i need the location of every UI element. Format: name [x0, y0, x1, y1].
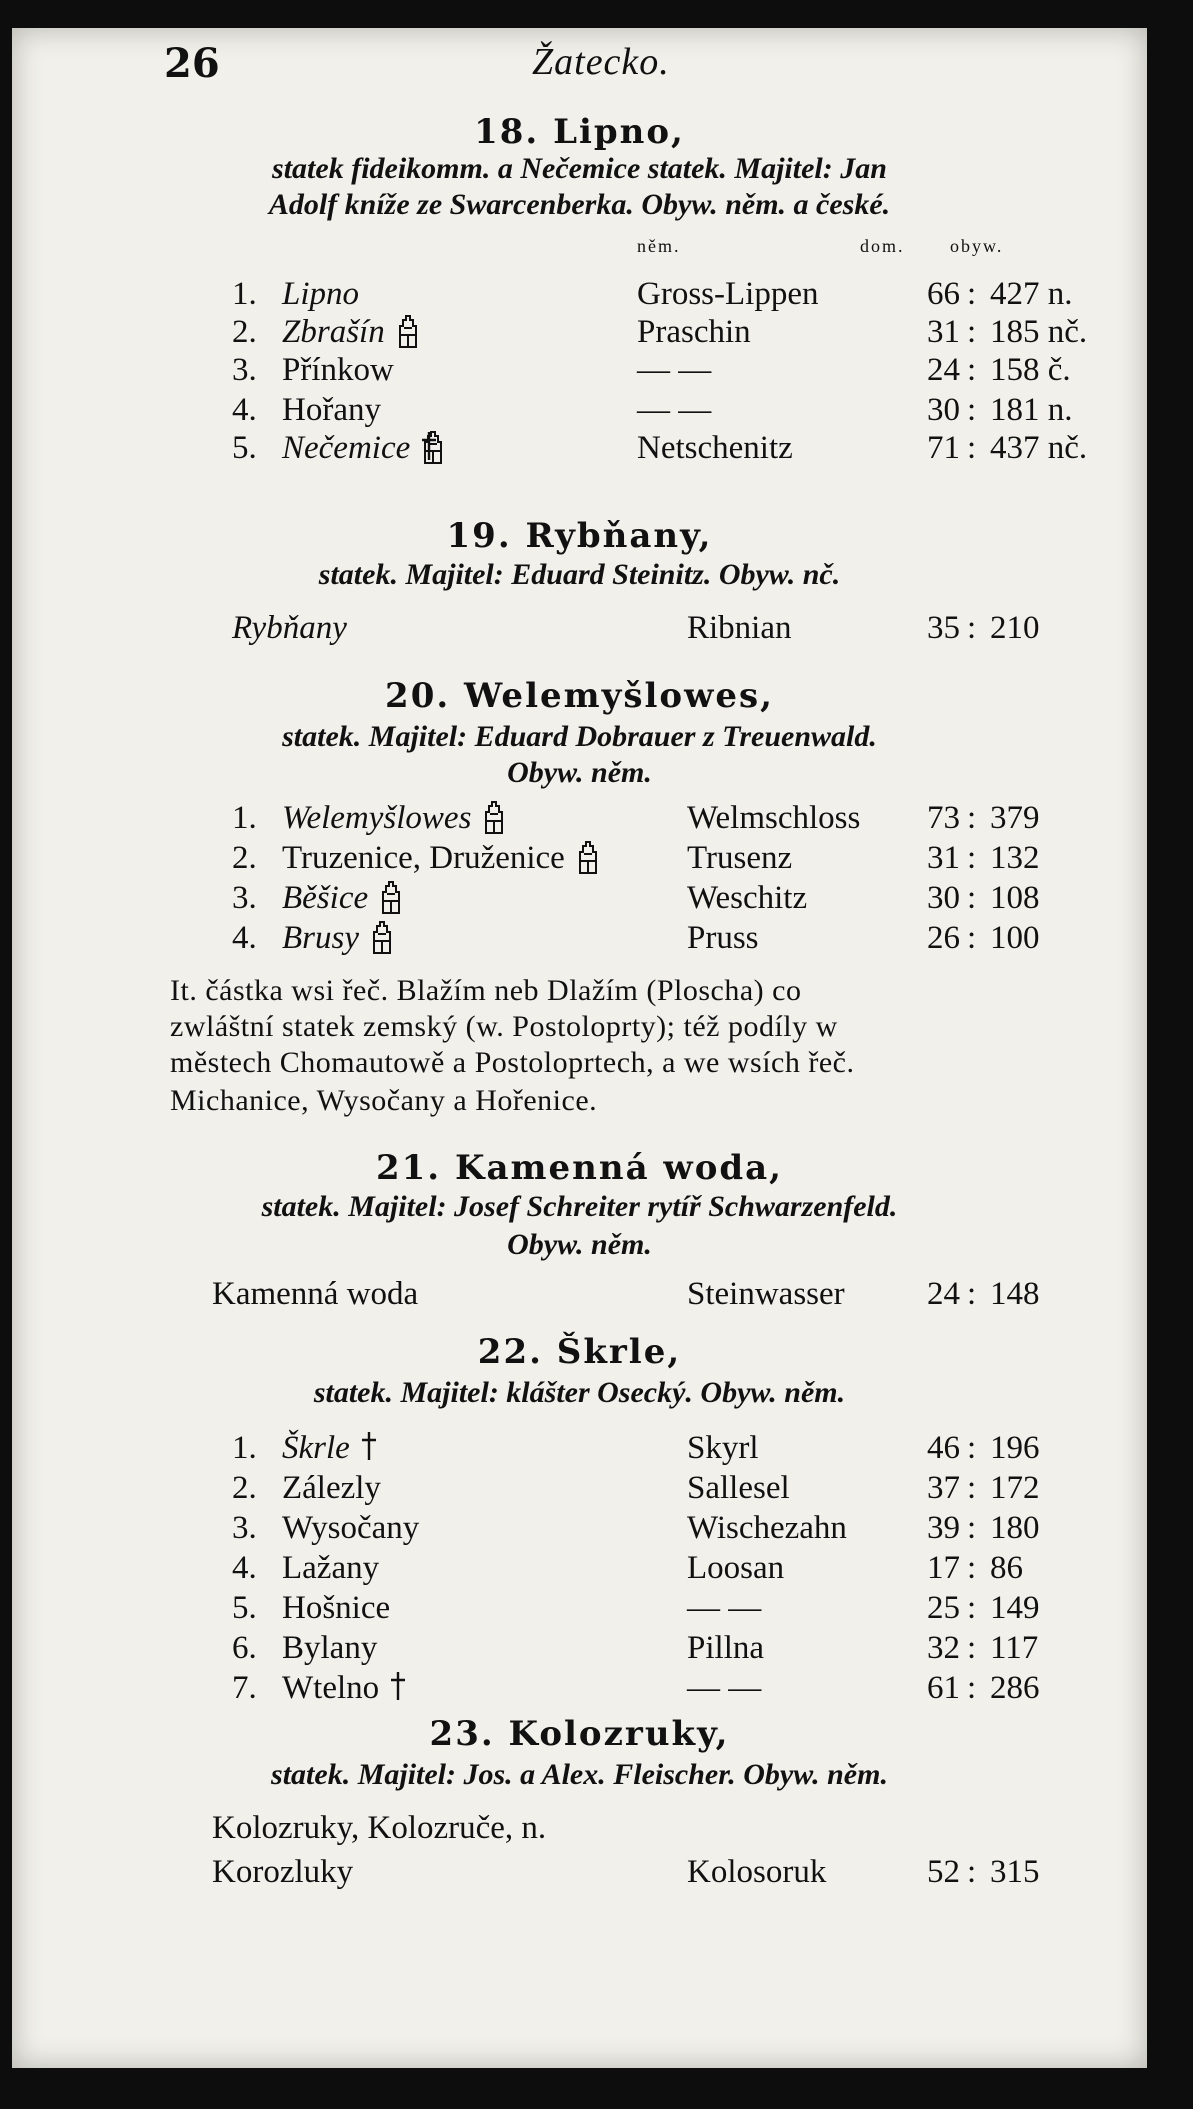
table-row [12, 392, 1147, 432]
place-name-text: Hořany [282, 392, 381, 428]
population-count: 86 [990, 1550, 1023, 1586]
place-name [282, 1630, 377, 1667]
place-name-text: Nečemice [282, 430, 411, 466]
house-count: 73 [927, 800, 960, 836]
table-row [12, 1510, 1147, 1550]
table-row [12, 1810, 1147, 1850]
place-name [282, 920, 359, 957]
place-name [212, 1276, 418, 1313]
house-count: 71 [927, 430, 960, 466]
german-name: Steinwasser [687, 1276, 845, 1312]
section-heading: 23. Kolozruky, [429, 1714, 730, 1754]
separator-colon: : [967, 1510, 977, 1546]
place-name [212, 1854, 353, 1891]
place-name [282, 314, 385, 351]
place-name [282, 1470, 381, 1507]
place-name [212, 1810, 546, 1847]
row-number: 2. [232, 1470, 257, 1506]
table-row [12, 800, 1147, 840]
cross-icon [420, 430, 438, 471]
population-count: 437 nč. [990, 430, 1088, 466]
separator-colon: : [967, 800, 977, 836]
place-name [282, 1510, 419, 1547]
separator-colon: : [967, 1854, 977, 1890]
section-description: statek. Majitel: Eduard Steinitz. Obyw. nč. [318, 558, 841, 591]
column-header-houses: dom. [860, 236, 905, 256]
house-count: 32 [927, 1630, 960, 1666]
place-name [282, 430, 410, 467]
population-count: 172 [990, 1470, 1040, 1506]
row-number: 1. [232, 800, 257, 836]
place-name-text: Škrle [282, 1430, 350, 1466]
house-count: 66 [927, 276, 960, 312]
castle-icon [577, 840, 599, 883]
house-count: 31 [927, 840, 960, 876]
house-count: 30 [927, 392, 960, 428]
castle-icon [397, 314, 419, 357]
separator-colon: : [967, 880, 977, 916]
place-name-text: Zálezly [282, 1470, 381, 1506]
house-count: 30 [927, 880, 960, 916]
german-name: Pillna [687, 1630, 765, 1666]
place-name-text: Wysočany [282, 1510, 420, 1546]
row-number: 1. [232, 1430, 257, 1466]
row-number: 6. [232, 1630, 257, 1666]
table-row [12, 1590, 1147, 1630]
place-name [232, 610, 347, 647]
row-number: 2. [232, 314, 257, 350]
place-name-text: Brusy [282, 920, 359, 956]
place-name [282, 1670, 379, 1707]
house-count: 24 [927, 352, 960, 388]
population-count: 315 [990, 1854, 1040, 1890]
place-name-text: Hošnice [282, 1590, 391, 1626]
separator-colon: : [967, 1276, 977, 1312]
table-row [12, 1854, 1147, 1894]
separator-colon: : [967, 430, 977, 466]
population-count: 158 č. [990, 352, 1071, 388]
place-name-text: Přínkow [282, 352, 394, 388]
row-number: 4. [232, 920, 257, 956]
place-name-text: Běšice [282, 880, 369, 916]
separator-colon: : [967, 1590, 977, 1626]
house-count: 46 [927, 1430, 960, 1466]
table-row [12, 1670, 1147, 1710]
castle-icon [483, 800, 505, 843]
population-count: 210 [990, 610, 1040, 646]
row-number: 1. [232, 276, 257, 312]
population-count: 132 [990, 840, 1040, 876]
german-name: Ribnian [687, 610, 792, 646]
population-count: 148 [990, 1276, 1040, 1312]
german-name: Weschitz [687, 880, 808, 916]
row-number: 5. [232, 1590, 257, 1626]
german-name: — — [687, 1670, 762, 1706]
house-count: 17 [927, 1550, 960, 1586]
place-name-text: Lipno [282, 276, 360, 312]
column-header-population: obyw. [950, 236, 1004, 256]
row-number: 3. [232, 880, 257, 916]
row-number: 3. [232, 1510, 257, 1546]
house-count: 52 [927, 1854, 960, 1890]
place-name [282, 880, 368, 917]
section-heading: 20. Welemyšlowes, [385, 676, 774, 716]
row-number: 7. [232, 1670, 257, 1706]
german-name: Wischezahn [687, 1510, 847, 1546]
section-description: statek. Majitel: Jos. a Alex. Fleischer. Obyw. něm. [271, 1758, 888, 1791]
place-name-text: Kamenná woda [212, 1276, 419, 1312]
place-name [282, 392, 381, 429]
separator-colon: : [967, 314, 977, 350]
table-row [12, 1276, 1147, 1316]
house-count: 39 [927, 1510, 960, 1546]
population-count: 181 n. [990, 392, 1073, 428]
place-name-text: Rybňany [232, 610, 347, 646]
german-name: Welmschloss [687, 800, 861, 836]
table-row [12, 314, 1147, 354]
row-number: 4. [232, 1550, 257, 1586]
place-name [282, 276, 359, 313]
cross-icon [360, 1430, 378, 1471]
population-count: 185 nč. [990, 314, 1088, 350]
column-header-german: něm. [637, 236, 681, 256]
separator-colon: : [967, 610, 977, 646]
place-name [282, 800, 471, 837]
population-count: 379 [990, 800, 1040, 836]
section-note-line: It. částka wsi řeč. Blažím neb Dlažím (Ploscha) co [170, 974, 802, 1007]
population-count: 149 [990, 1590, 1040, 1626]
place-name-text: Korozluky [212, 1854, 354, 1890]
place-name-text: Welemyšlowes [282, 800, 472, 836]
section-note-line: městech Chomautowě a Postoloprtech, a we wsích řeč. [170, 1046, 855, 1079]
population-count: 180 [990, 1510, 1040, 1546]
place-name [282, 352, 394, 389]
castle-icon [371, 920, 393, 963]
row-number: 5. [232, 430, 257, 466]
house-count: 25 [927, 1590, 960, 1626]
place-name [282, 840, 565, 877]
cross-icon [389, 1670, 407, 1711]
section-description: statek fideikomm. a Nečemice statek. Majitel: Jan [272, 152, 887, 185]
table-row [12, 1550, 1147, 1590]
population-count: 196 [990, 1430, 1040, 1466]
german-name: Loosan [687, 1550, 785, 1586]
population-count: 100 [990, 920, 1040, 956]
german-name: Kolosoruk [687, 1854, 827, 1890]
house-count: 26 [927, 920, 960, 956]
separator-colon: : [967, 1550, 977, 1586]
population-count: 117 [990, 1630, 1039, 1666]
german-name: Sallesel [687, 1470, 790, 1506]
german-name: Netschenitz [637, 430, 793, 466]
table-row [12, 276, 1147, 316]
table-row [12, 880, 1147, 920]
german-name: — — [637, 352, 712, 388]
place-name-text: Lažany [282, 1550, 380, 1586]
place-name-text: Wtelno [282, 1670, 380, 1706]
population-count: 286 [990, 1670, 1040, 1706]
house-count: 31 [927, 314, 960, 350]
house-count: 37 [927, 1470, 960, 1506]
german-name: — — [687, 1590, 762, 1626]
section-description: Obyw. něm. [507, 756, 652, 789]
german-name: Pruss [687, 920, 759, 956]
place-name-text: Bylany [282, 1630, 378, 1666]
section-heading: 19. Rybňany, [446, 516, 713, 556]
section-description: statek. Majitel: klášter Osecký. Obyw. něm. [313, 1376, 846, 1409]
table-row [12, 920, 1147, 960]
table-row [12, 840, 1147, 880]
place-name-text: Zbrašín [282, 314, 385, 350]
place-name-text: Truzenice, Druženice [282, 840, 565, 876]
house-count: 61 [927, 1670, 960, 1706]
castle-icon [380, 880, 402, 923]
german-name: Gross-Lippen [637, 276, 819, 312]
german-name: Praschin [637, 314, 751, 350]
running-head: Žatecko. [532, 41, 670, 83]
place-name [282, 1430, 350, 1467]
separator-colon: : [967, 1630, 977, 1666]
section-note-line: zwláštní statek zemský (w. Postoloprty); též podíly w [170, 1010, 838, 1043]
german-name: Skyrl [687, 1430, 759, 1466]
place-name [282, 1590, 390, 1627]
house-count: 24 [927, 1276, 960, 1312]
page-number: 26 [164, 40, 220, 87]
german-name: Trusenz [687, 840, 793, 876]
separator-colon: : [967, 392, 977, 428]
population-count: 108 [990, 880, 1040, 916]
section-description: Obyw. něm. [507, 1228, 652, 1261]
table-row [12, 352, 1147, 392]
section-heading: 18. Lipno, [474, 112, 685, 152]
place-name [282, 1550, 379, 1587]
separator-colon: : [967, 352, 977, 388]
table-row [12, 430, 1147, 470]
separator-colon: : [967, 840, 977, 876]
population-count: 427 n. [990, 276, 1073, 312]
table-row [12, 610, 1147, 650]
section-description: statek. Majitel: Josef Schreiter rytíř Schwarzenfeld. [261, 1190, 898, 1223]
table-row [12, 1470, 1147, 1510]
separator-colon: : [967, 1470, 977, 1506]
section-description: statek. Majitel: Eduard Dobrauer z Treuenwald. [282, 720, 877, 753]
separator-colon: : [967, 1670, 977, 1706]
separator-colon: : [967, 276, 977, 312]
row-number: 3. [232, 352, 257, 388]
section-heading: 21. Kamenná woda, [375, 1148, 784, 1188]
book-page [12, 28, 1147, 2068]
section-note-line: Michanice, Wysočany a Hořenice. [170, 1084, 598, 1117]
row-number: 4. [232, 392, 257, 428]
house-count: 35 [927, 610, 960, 646]
german-name: — — [637, 392, 712, 428]
separator-colon: : [967, 920, 977, 956]
separator-colon: : [967, 1430, 977, 1466]
row-number: 2. [232, 840, 257, 876]
place-name-text: Kolozruky, Kolozruče, n. [212, 1810, 547, 1846]
section-heading: 22. Škrle, [477, 1332, 682, 1372]
section-description: Adolf kníže ze Swarcenberka. Obyw. něm. a české. [268, 188, 891, 221]
table-row [12, 1630, 1147, 1670]
table-row [12, 1430, 1147, 1470]
